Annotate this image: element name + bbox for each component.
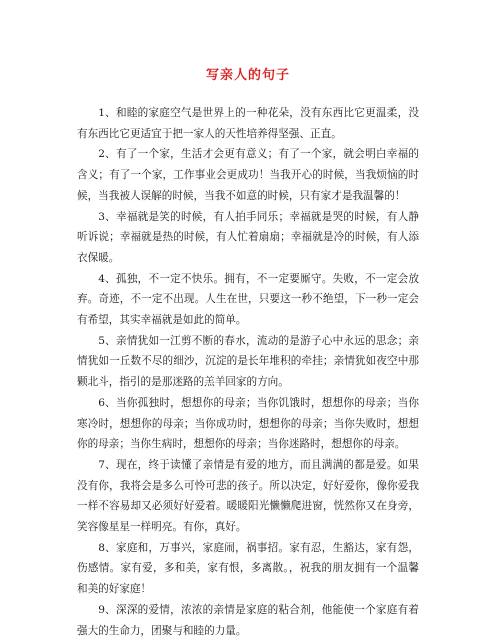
paragraph-6: 6、当你孤独时，想想你的母亲；当你饥饿时，想想你的母亲；当你寒冷时，想想你的母亲；当你成功时，想想你的母亲；当你失败时，想想你的母亲；当你生病时，想想你的母亲；当你迷路时，想想你的母亲。 [77, 396, 419, 451]
document-title: 写亲人的句子 [205, 68, 290, 83]
document-body [77, 103, 419, 641]
paragraph-2: 2、有了一个家，生活才会更有意义；有了一个家，就会明白幸福的含义；有了一个家，工作事业会更成功！当我开心的时候，当我烦恼的时候，当我被人误解的时候，当我不如意的时候，只有家才是我温馨的！ [77, 148, 419, 202]
paragraph-3: 3、幸福就是笑的时候，有人拍手同乐；幸福就是哭的时候，有人静听诉说；幸福就是热的时候，有人忙着扇扇；幸福就是冷的时候，有人添衣保暖。 [77, 210, 419, 264]
paragraph-1: 1、和睦的家庭空气是世界上的一种花朵，没有东西比它更温柔，没有东西比它更适宜于把一家人的天性培养得坚强、正直。 [77, 107, 419, 140]
paragraph-4: 4、孤独，不一定不快乐。拥有，不一定要厮守。失败，不一定会放弃。奇迹，不一定不出现。人生在世，只要这一秒不绝望，下一秒一定会有希望，其实幸福就是如此的简单。 [77, 272, 419, 327]
paragraph-5: 5、亲情犹如一江剪不断的春水，流动的是游子心中永远的思念；亲情犹如一丘数不尽的细沙，沉淀的是长年堆积的牵挂；亲情犹如夜空中那颗北斗，指引的是那迷路的羔羊回家的方向。 [77, 334, 419, 389]
paragraph-8: 8、家庭和，万事兴，家庭闹，祸事招。家有忍，生豁达，家有怨，伤感情。家有爱，多和美，家有恨，多离散。，祝我的朋友拥有一个温馨和美的好家庭！ [77, 541, 419, 596]
paragraph-9: 9、深深的爱情，浓浓的亲情是家庭的粘合剂，他能使一个家庭有着强大的生命力，团聚与和睦的力量。 [77, 603, 419, 637]
paragraph-7: 7、现在，终于读懂了亲情是有爱的地方，而且满满的都是爱。如果没有你，我将会是多么可怜可悲的孩子。所以决定，好好爱你，像你爱我一样不容易却又必须好好爱着。暖暖阳光懒懒爬进窗，恍然你又在身旁，笑容像星星一样明亮。有你，真好。 [77, 458, 419, 534]
